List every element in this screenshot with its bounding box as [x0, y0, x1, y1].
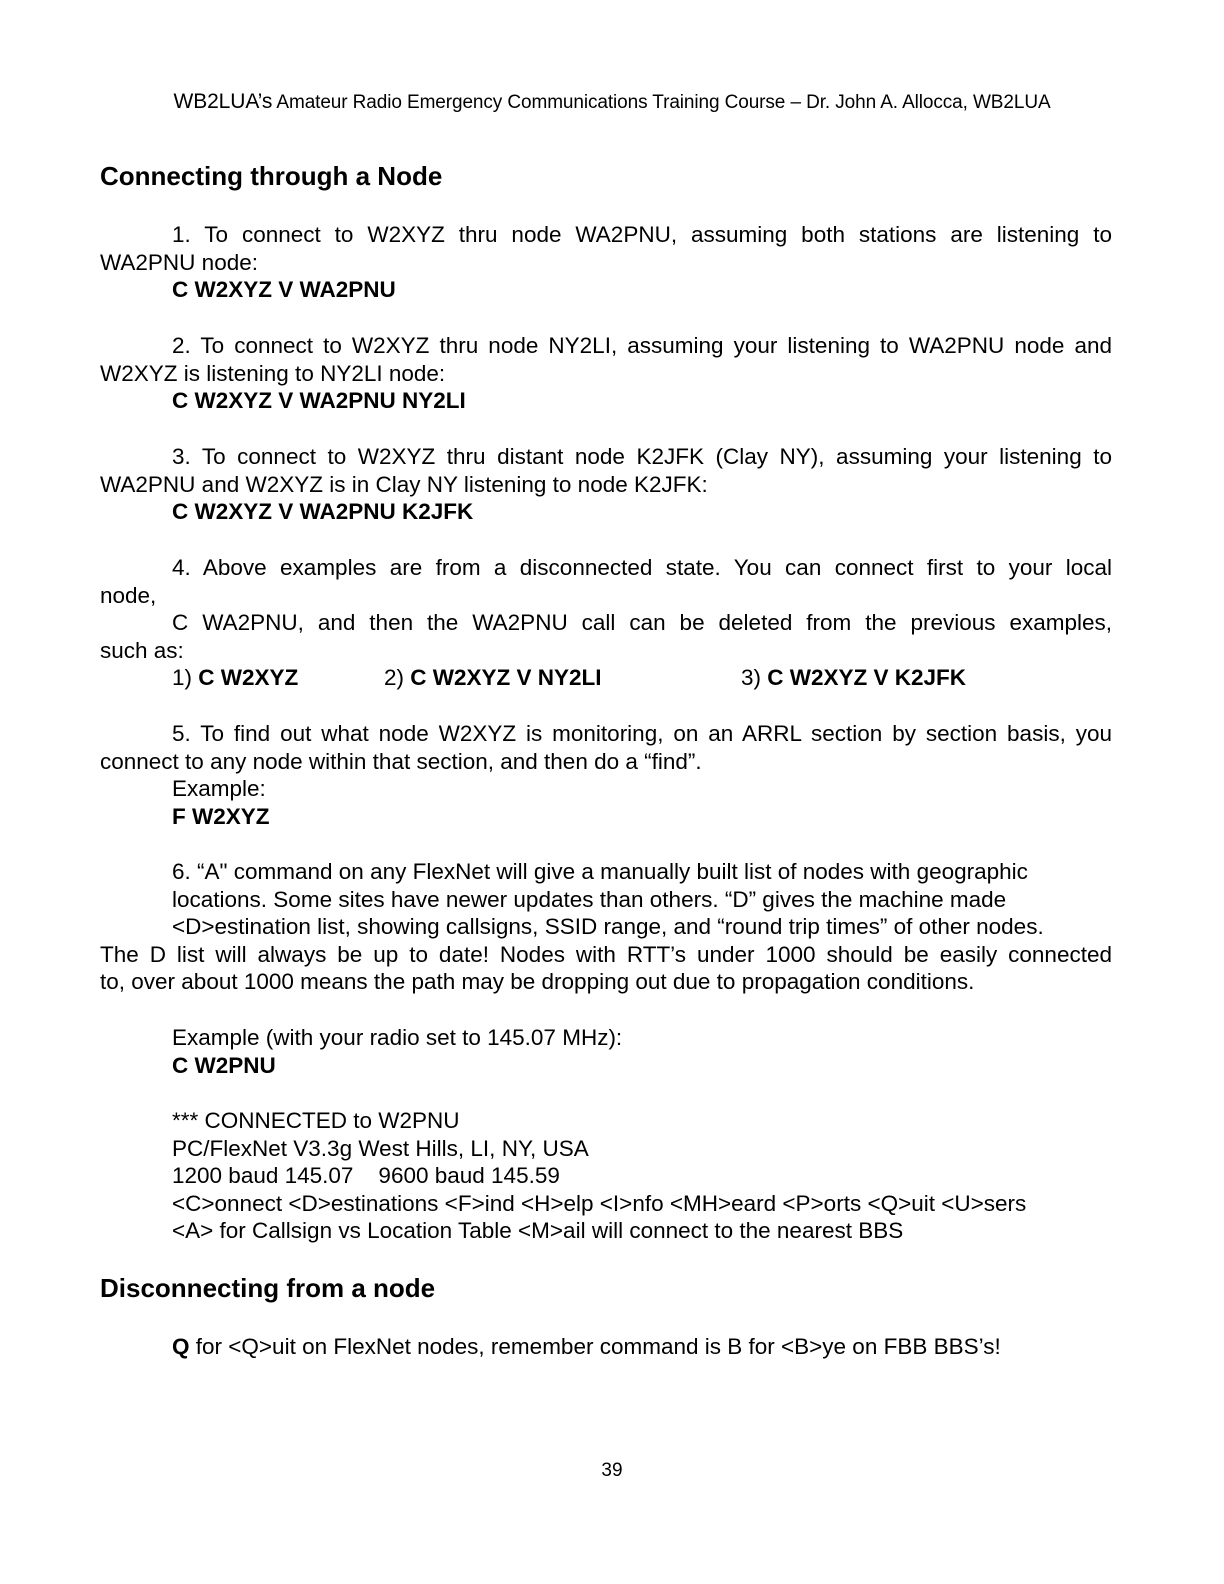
item-4-line2: node,: [100, 582, 157, 608]
example-2-number: 2): [384, 665, 411, 691]
example-1-number: 1): [172, 665, 199, 691]
output-line-3: 1200 baud 145.07 9600 baud 145.59: [172, 1163, 560, 1189]
item-4-line3: C WA2PNU, and then the WA2PNU call can be deleted from the previous examples,: [172, 610, 1112, 636]
item-3-line1: 3. To connect to W2XYZ thru distant node K2JFK (Clay NY), assuming your listening to: [172, 444, 1112, 469]
item-4-examples: [100, 664, 1112, 692]
quit-command: Q: [172, 1334, 190, 1359]
output-line-2: PC/FlexNet V3.3g West Hills, LI, NY, USA: [172, 1135, 589, 1161]
connect-example-command: C W2PNU: [172, 1052, 276, 1078]
item-6-line2: locations. Some sites have newer updates than others. “D” gives the machine made: [172, 886, 1007, 912]
output-line-5: <A> for Callsign vs Location Table <M>ail will connect to the nearest BBS: [172, 1218, 904, 1244]
section-title-connecting: Connecting through a Node: [100, 161, 443, 191]
section-title-disconnecting: Disconnecting from a node: [100, 1273, 436, 1303]
item-6: [100, 858, 1112, 996]
example-1-command: C W2XYZ: [198, 665, 299, 691]
section-connecting: [100, 160, 1112, 192]
item-5-line2: connect to any node within that section, and then do a “find”.: [100, 748, 702, 774]
item-3: [100, 443, 1112, 526]
item-5-command: F W2XYZ: [172, 803, 270, 829]
item-2-line2: W2XYZ is listening to NY2LI node:: [100, 360, 446, 386]
item-5: [100, 720, 1112, 830]
section-disconnecting: [100, 1272, 1112, 1304]
example-1: [172, 664, 298, 692]
header-course-title: Amateur Radio Emergency Communications Training Course – Dr. John A. Allocca, WB2LUA: [272, 92, 1051, 113]
example-3-command: C W2XYZ V K2JFK: [767, 665, 967, 691]
output-line-4: <C>onnect <D>estinations <F>ind <H>elp <I>nfo <MH>eard <P>orts <Q>uit <U>sers: [172, 1190, 1027, 1216]
item-1-line1: 1. To connect to W2XYZ thru node WA2PNU, assuming both stations are listening to: [172, 222, 1112, 247]
disconnect-description: for <Q>uit on FlexNet nodes, remember command is B for <B>ye on FBB BBS’s!: [189, 1334, 1001, 1359]
disconnect-line: [100, 1333, 1112, 1361]
item-1: [100, 221, 1112, 304]
item-4: [100, 554, 1112, 692]
connect-output: [100, 1107, 1112, 1245]
item-2: [100, 332, 1112, 415]
item-6-line4: The D list will always be up to date! Nodes with RTT’s under 1000 should be easily connected: [100, 941, 1112, 967]
item-6-line5: to, over about 1000 means the path may be dropping out due to propagation conditions.: [100, 969, 975, 995]
connect-example-label: Example (with your radio set to 145.07 MHz):: [172, 1025, 623, 1050]
item-6-line3: <D>estination list, showing callsigns, SSID range, and “round trip times” of other nodes.: [172, 914, 1044, 940]
header-callsign: WB2LUA’s: [173, 90, 273, 113]
item-3-line2: WA2PNU and W2XYZ is in Clay NY listening to node K2JFK:: [100, 471, 708, 497]
page-number: 39: [601, 1460, 623, 1481]
example-2-command: C W2XYZ V NY2LI: [410, 665, 602, 691]
connect-example: [100, 1024, 1112, 1079]
item-6-line1: 6. “A" command on any FlexNet will give a manually built list of nodes with geographic: [172, 859, 1028, 884]
item-2-line1: 2. To connect to W2XYZ thru node NY2LI, assuming your listening to WA2PNU node and: [172, 333, 1112, 358]
output-line-1: *** CONNECTED to W2PNU: [172, 1108, 460, 1133]
disconnect-text: [100, 1333, 1112, 1361]
running-header: [0, 90, 1224, 114]
item-5-line1: 5. To find out what node W2XYZ is monitoring, on an ARRL section by section basis, you: [172, 721, 1112, 746]
example-2: [384, 664, 602, 692]
example-3: [741, 664, 966, 692]
item-2-command: C W2XYZ V WA2PNU NY2LI: [172, 388, 466, 414]
item-1-command: C W2XYZ V WA2PNU: [172, 277, 396, 303]
item-4-line4: such as:: [100, 637, 184, 663]
example-3-number: 3): [741, 665, 768, 691]
item-3-command: C W2XYZ V WA2PNU K2JFK: [172, 499, 474, 525]
item-5-example-label: Example:: [172, 776, 266, 802]
item-1-line2: WA2PNU node:: [100, 249, 258, 275]
item-4-line1: 4. Above examples are from a disconnected state. You can connect first to your local: [172, 555, 1112, 580]
